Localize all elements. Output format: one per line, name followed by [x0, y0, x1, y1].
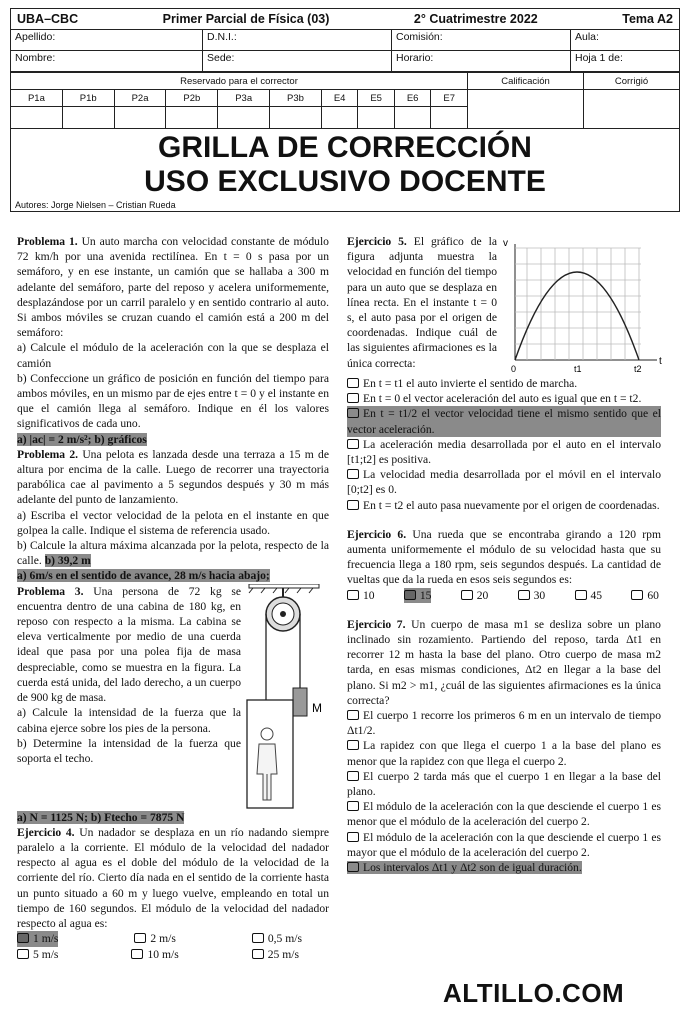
checkbox-icon: [17, 949, 29, 959]
problem-2: [17, 447, 329, 508]
comision-field[interactable]: Comisión:: [392, 30, 571, 51]
checkbox-icon: [347, 862, 359, 872]
grid-score-cell[interactable]: [358, 107, 395, 129]
e4-option[interactable]: 0,5 m/s: [252, 931, 302, 946]
e6-options: [347, 588, 659, 603]
checkbox-icon: [252, 933, 264, 943]
e7-option[interactable]: El cuerpo 2 tarda más que el cuerpo 1 en llegar a la base del plano.: [347, 769, 661, 799]
checkbox-icon: [347, 439, 359, 449]
e6-option-selected[interactable]: 15: [404, 588, 432, 603]
site-watermark: ALTILLO.COM: [443, 978, 625, 1008]
exercise-6: [347, 527, 661, 588]
checkbox-icon: [131, 949, 143, 959]
checkbox-icon: [347, 590, 359, 600]
grade-label: Calificación: [468, 73, 584, 90]
grading-grid: [10, 72, 680, 129]
elevator-pulley-diagram: [245, 584, 329, 810]
p1-title: Problema 1.: [17, 235, 78, 248]
grid-item: E6: [394, 90, 431, 107]
e5-text: El gráfico de la figura adjunta muestra la velocidad en función del tiempo para un auto que se desplaza en línea recta. En el instante t = 0 s, el auto pasa por el origen de coordenadas. Indique cuál de las siguientes afirmaciones es la única correcta:: [347, 235, 498, 370]
e5-option[interactable]: En t = t2 el auto pasa nuevamente por el origen de coordenadas.: [347, 498, 661, 513]
e5-option[interactable]: En t = 0 el vector aceleración del auto es igual que en t = t2.: [347, 391, 661, 406]
p3-a: a) Calcule la intensidad de la fuerza que la cabina ejerce sobre los pies de la persona.: [17, 706, 241, 735]
exercise-4: [17, 825, 329, 931]
grid-score-cell[interactable]: [11, 107, 63, 129]
left-column: [17, 234, 329, 962]
p1-b: b) Confeccione un gráfico de posición en función del tiempo para ambos móviles, en un mismo par de ejes entre t = 0 y el instante en que el camión llega al semáforo. Indique en él los valores significativos de cada uno.: [17, 371, 329, 431]
p1-text: Un auto marcha con velocidad constante de módulo 72 km/h por una avenida rectilínea. En t = 0 s pasa por un semáforo, y en ese instante, un camión que se hallaba a 300 m adelante del semáforo, parte del reposo y acelera uniformemente, desplazándose por un carril paralelo y en sentido contrario al auto. Si ambos móviles se cruzan cuando el camión está a 200 m del semáforo:: [17, 235, 329, 340]
e6-option[interactable]: 10: [347, 588, 375, 603]
mass-label: M: [312, 700, 322, 715]
grid-score-cell[interactable]: [394, 107, 431, 129]
graph-t1-label: t1: [574, 364, 582, 374]
e7-option[interactable]: El cuerpo 1 recorre los primeros 6 m en un intervalo de tiempo Δt1/2.: [347, 709, 661, 738]
exercise-5: [347, 234, 661, 513]
grid-item: E4: [321, 90, 358, 107]
grid-score-cell[interactable]: [321, 107, 358, 129]
e7-option[interactable]: El módulo de la aceleración con la que desciende el cuerpo 1 es menor que el módulo de la aceleración del cuerpo 2.: [347, 800, 661, 829]
exam-title: Primer Parcial de Física (03): [162, 12, 330, 26]
student-info-table: [10, 29, 680, 72]
grid-score-cell[interactable]: [270, 107, 322, 129]
e6-text: Una rueda que se encontraba girando a 120 rpm aumenta uniformemente el módulo de su velocidad hasta que su frecuencia llega a 180 rpm, seis segundos después. La cantidad de vueltas que da la rueda en esos seis segundos es:: [347, 527, 661, 587]
p3-b: b) Determine la intensidad de la fuerza que soporta el techo.: [17, 736, 241, 765]
p2-title: Problema 2.: [17, 447, 79, 461]
p3-answer: a) N = 1125 N; b) Ftecho = 7875 N: [17, 810, 185, 824]
exam-header: [10, 8, 680, 212]
checkbox-icon: [134, 933, 146, 943]
e7-option-selected[interactable]: Los intervalos Δt1 y Δt2 son de igual duración.: [347, 860, 661, 875]
e6-option[interactable]: 30: [518, 588, 546, 603]
e7-option[interactable]: El módulo de la aceleración con la que desciende el cuerpo 1 es mayor que el módulo de la aceleración del cuerpo 2.: [347, 830, 661, 859]
e4-option[interactable]: 5 m/s: [17, 947, 58, 962]
p2-text: Una pelota es lanzada desde una terraza a 15 m de altura por encima de la calle. Luego de recorrer una trayectoria parabólica cae al pavimento a 5 segundos después y 30 m más adelante del punto de lanzamiento.: [17, 447, 329, 507]
graph-t2-label: t2: [634, 364, 642, 374]
checkbox-icon: [404, 590, 416, 600]
grid-item: E7: [431, 90, 468, 107]
banner-line-2: USO EXCLUSIVO DOCENTE: [144, 165, 546, 198]
hoja-field[interactable]: Hoja 1 de:: [571, 51, 680, 72]
checkbox-icon: [347, 771, 359, 781]
checkbox-icon: [347, 740, 359, 750]
p1-a: a) Calcule el módulo de la aceleración con la que se desplaza el camión: [17, 341, 329, 370]
checkbox-icon: [347, 378, 359, 388]
e5-option[interactable]: En t = t1 el auto invierte el sentido de marcha.: [347, 376, 661, 391]
graph-t-label: t: [659, 356, 662, 367]
corrector-cell[interactable]: [584, 90, 680, 129]
e4-option[interactable]: 1 m/s: [17, 931, 58, 946]
exam-term: 2° Cuatrimestre 2022: [413, 12, 538, 26]
grid-item: P2b: [166, 90, 218, 107]
e7-title: Ejercicio 7.: [347, 617, 406, 631]
exercise-7: [347, 617, 661, 708]
e6-option[interactable]: 60: [631, 588, 659, 603]
checkbox-icon: [347, 801, 359, 811]
e5-title: Ejercicio 5.: [347, 235, 407, 248]
dni-field[interactable]: D.N.I.:: [203, 30, 392, 51]
checkbox-icon: [347, 500, 359, 510]
e6-title: Ejercicio 6.: [347, 527, 407, 541]
grid-item: P1a: [11, 90, 63, 107]
p2-b: b) Calcule la altura máxima alcanzada por la pelota, respecto de la calle.: [17, 539, 329, 568]
e4-options-row-1: [17, 931, 302, 946]
e6-option[interactable]: 20: [461, 588, 489, 603]
grid-score-cell[interactable]: [431, 107, 468, 129]
checkbox-icon: [461, 590, 473, 600]
grid-item: P3a: [218, 90, 270, 107]
grid-score-cell[interactable]: [166, 107, 218, 129]
p3-text: Una persona de 72 kg se encuentra dentro de una cabina de 180 kg, en reposo con respecto a la misma. La cabina se eleva verticalmente por medio de una cuerda ideal que pasa por una polea fija de masa despreciable, como se muestra en la figura. La cuerda está unida, del lado derecho, a un cuerpo de 900 kg de masa.: [17, 584, 241, 705]
p2-answer-b: b) 39,2 m: [44, 554, 91, 568]
e4-options-row-2: [17, 947, 299, 962]
grid-item: P3b: [270, 90, 322, 107]
horario-field[interactable]: Horario:: [392, 51, 571, 72]
sede-field[interactable]: Sede:: [203, 51, 392, 72]
checkbox-icon: [347, 710, 359, 720]
checkbox-icon: [17, 933, 29, 943]
p3-title: Problema 3.: [17, 584, 84, 598]
banner-line-1: GRILLA DE CORRECCIÓN: [158, 131, 532, 164]
checkbox-icon: [575, 590, 587, 600]
graph-v-label: v: [503, 238, 508, 249]
velocity-time-graph: [501, 234, 669, 376]
header-titlebar: [10, 8, 680, 29]
e7-option[interactable]: La rapidez con que llega el cuerpo 1 a la base del plano es menor que la rapidez con que llega el cuerpo 2.: [347, 739, 661, 768]
authors: Autores: Jorge Nielsen – Cristian Rueda: [15, 200, 176, 210]
apellido-field[interactable]: Apellido:: [11, 30, 203, 51]
checkbox-icon: [347, 832, 359, 842]
graph-origin-label: 0: [511, 364, 517, 374]
grid-score-cell[interactable]: [114, 107, 166, 129]
grid-score-cell[interactable]: [218, 107, 270, 129]
checkbox-icon: [252, 949, 264, 959]
e4-option[interactable]: 25 m/s: [252, 947, 299, 962]
p2-a: a) Escriba el vector velocidad de la pelota en el instante en que golpea la calle. Indique el sistema de referencia usado.: [17, 508, 329, 537]
aula-field[interactable]: Aula:: [571, 30, 680, 51]
grid-item: P1b: [62, 90, 114, 107]
checkbox-icon: [347, 393, 359, 403]
correction-banner: [10, 129, 680, 212]
e5-option[interactable]: La aceleración media desarrollada por el auto en el intervalo [t1;t2] es positiva.: [347, 437, 661, 467]
p1-answer: a) |ac| = 2 m/s²; b) gráficos: [17, 432, 147, 446]
grid-item: P2a: [114, 90, 166, 107]
reserved-label: Reservado para el corrector: [11, 73, 468, 90]
e4-option[interactable]: 2 m/s: [134, 931, 175, 946]
problem-3: [17, 584, 329, 825]
nombre-field[interactable]: Nombre:: [11, 51, 203, 72]
p2-answer-a: a) 6m/s en el sentido de avance, 28 m/s hacia abajo;: [17, 569, 270, 583]
right-column: [347, 234, 661, 875]
e5-option[interactable]: La velocidad media desarrollada por el móvil en el intervalo [0;t2] es 0.: [347, 468, 661, 497]
corrector-label: Corrigió: [584, 73, 680, 90]
grade-cell[interactable]: [468, 90, 584, 129]
e5-option-selected[interactable]: En t = t1/2 el vector velocidad tiene el mismo sentido que el vector aceleración.: [347, 407, 661, 436]
e4-option[interactable]: 10 m/s: [131, 947, 178, 962]
checkbox-icon: [347, 469, 359, 479]
exam-theme: Tema A2: [622, 12, 673, 26]
e6-option[interactable]: 45: [575, 588, 603, 603]
e4-text: Un nadador se desplaza en un río nadando siempre paralelo a la corriente. El módulo de la velocidad del nadador respecto al agua es el doble del módulo de la velocidad de la corriente del río. Cierto día nada en el sentido de la corriente hasta un punto situado a 60 m y luego vuelve, empleando en total un tiempo de 160 segundos. El módulo de la velocidad del nadador respecto al agua es:: [17, 825, 329, 931]
checkbox-icon: [631, 590, 643, 600]
grid-score-cell[interactable]: [62, 107, 114, 129]
institution: UBA–CBC: [17, 12, 79, 26]
problem-1: [17, 234, 329, 340]
e4-title: Ejercicio 4.: [17, 825, 75, 839]
grid-item: E5: [358, 90, 395, 107]
e7-text: Un cuerpo de masa m1 se desliza sobre un plano inclinado sin rozamiento. Partiendo del reposo, tarda Δt1 en recorrer 12 m hasta la base del plano. Otro cuerpo de masa m2 tarda, en esas mismas condiciones, Δt2 en llegar a la base del plano. Si m2 > m1, ¿cuál de las siguientes afirmaciones es la única correcta?: [347, 617, 661, 707]
checkbox-icon: [518, 590, 530, 600]
checkbox-icon: [347, 408, 359, 418]
